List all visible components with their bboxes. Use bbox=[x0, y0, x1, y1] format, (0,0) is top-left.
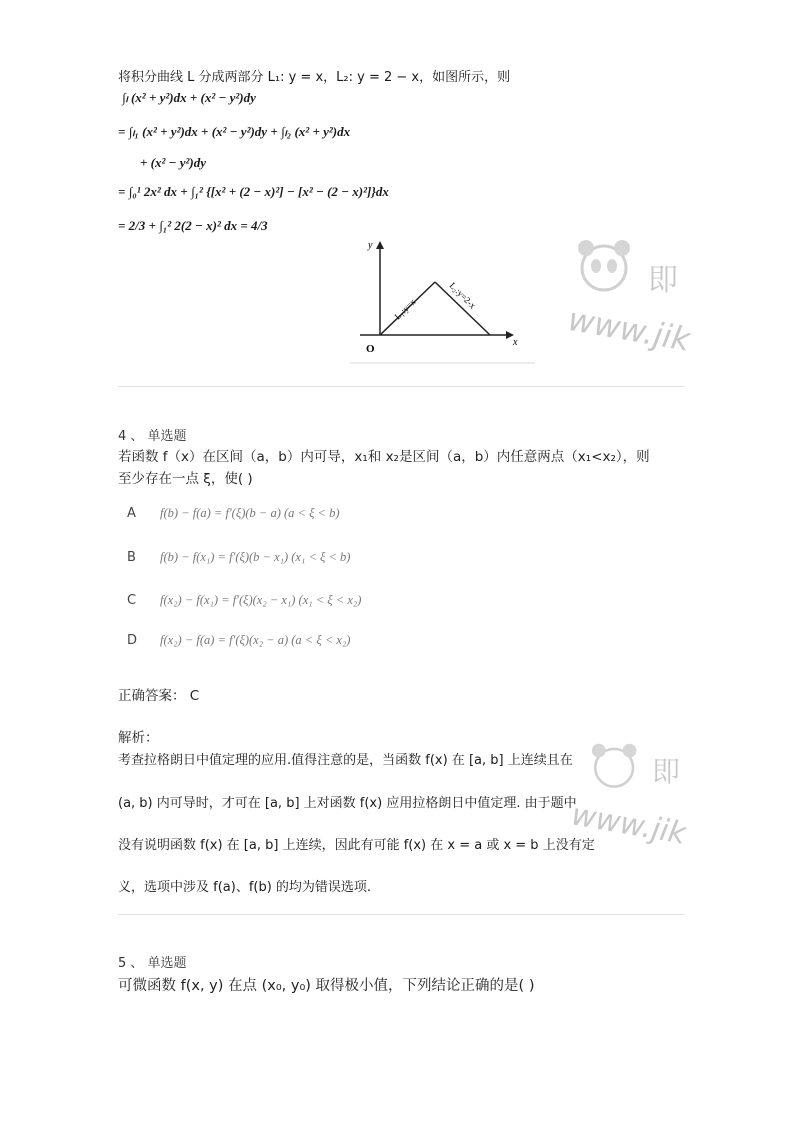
option-c-letter[interactable]: C bbox=[127, 593, 137, 608]
panda-watermark-icon-2 bbox=[585, 740, 645, 792]
option-a-letter[interactable]: A bbox=[127, 506, 136, 521]
option-b-formula[interactable]: f(b) − f(x₁) = f′(ξ)(b − x₁) (x₁ < ξ < b) bbox=[160, 550, 351, 564]
solution-line-1: ∫ₗ (x² + y²)dx + (x² − y²)dy bbox=[122, 90, 256, 105]
y-axis-label: y bbox=[368, 240, 373, 251]
correct-answer: 正确答案： C bbox=[118, 688, 200, 704]
panda-watermark-icon bbox=[570, 236, 640, 296]
watermark-url: www.jik bbox=[565, 300, 694, 359]
option-d-letter[interactable]: D bbox=[127, 633, 138, 648]
y-axis-arrow bbox=[376, 241, 384, 249]
l2-label: L₂:y=2-x bbox=[447, 280, 478, 311]
solution-line-3: + (x² − y²)dy bbox=[140, 155, 207, 170]
watermark-text-top-2: 即 bbox=[652, 755, 681, 788]
analysis-line-4: 义，选项中涉及 f(a)、f(b) 的均为错误选项. bbox=[118, 880, 372, 895]
analysis-label: 解析： bbox=[118, 730, 159, 746]
origin-label: O bbox=[366, 343, 375, 355]
option-d-formula[interactable]: f(x₂) − f(a) = f′(ξ)(x₂ − a) (a < ξ < x₂) bbox=[160, 633, 351, 647]
analysis-line-3: 没有说明函数 f(x) 在 [a, b] 上连续，因此有可能 f(x) 在 x = a 或 x = b 上没有定 bbox=[118, 838, 595, 853]
divider-2 bbox=[118, 914, 684, 915]
solution-line-5: = 2/3 + ∫₁² 2(2 − x)² dx = 4/3 bbox=[118, 218, 268, 233]
divider-1 bbox=[118, 386, 684, 387]
option-b-letter[interactable]: B bbox=[127, 550, 136, 565]
question-5-header: 5 、 单选题 bbox=[118, 956, 187, 971]
analysis-line-1: 考查拉格朗日中值定理的应用.值得注意的是，当函数 f(x) 在 [a, b] 上连续且在 bbox=[118, 753, 573, 768]
option-a-formula[interactable]: f(b) − f(a) = f′(ξ)(b − a) (a < ξ < b) bbox=[160, 506, 340, 520]
solution-line-4: = ∫₀¹ 2x² dx + ∫₁² {[x² + (2 − x)²] − [x² − (2 − x)²]}dx bbox=[118, 184, 389, 199]
solution-intro: 将积分曲线 L 分成两部分 L₁: y = x，L₂: y = 2 − x，如图所示，则 bbox=[118, 70, 511, 85]
solution-line-2: = ∫ₗ₁ (x² + y²)dx + (x² − y²)dy + ∫ₗ₂ (x² + y²)dx bbox=[118, 124, 351, 139]
triangle-figure bbox=[350, 240, 535, 365]
l1-label: L₁:y=x bbox=[392, 296, 418, 322]
question-5-stem-1: 可微函数 f(x, y) 在点 (x₀, y₀) 取得极小值，下列结论正确的是( ) bbox=[118, 978, 535, 994]
option-c-formula[interactable]: f(x₂) − f(x₁) = f′(ξ)(x₂ − x₁) (x₁ < ξ < x₂) bbox=[160, 593, 362, 607]
question-4-stem-2: 至少存在一点 ξ，使( ) bbox=[118, 471, 253, 487]
question-4-stem-1: 若函数 f（x）在区间（a，b）内可导，x₁和 x₂是区间（a，b）内任意两点（x₁<x₂），则 bbox=[118, 449, 650, 465]
x-axis-label: x bbox=[513, 337, 518, 348]
analysis-line-2: (a, b) 内可导时，才可在 [a, b] 上对函数 f(x) 应用拉格朗日中值定理. 由于题中 bbox=[118, 796, 577, 811]
question-4-header: 4 、 单选题 bbox=[118, 429, 187, 444]
watermark-text-top: 即 bbox=[648, 263, 678, 298]
watermark-url-2: www.jik bbox=[568, 797, 689, 852]
